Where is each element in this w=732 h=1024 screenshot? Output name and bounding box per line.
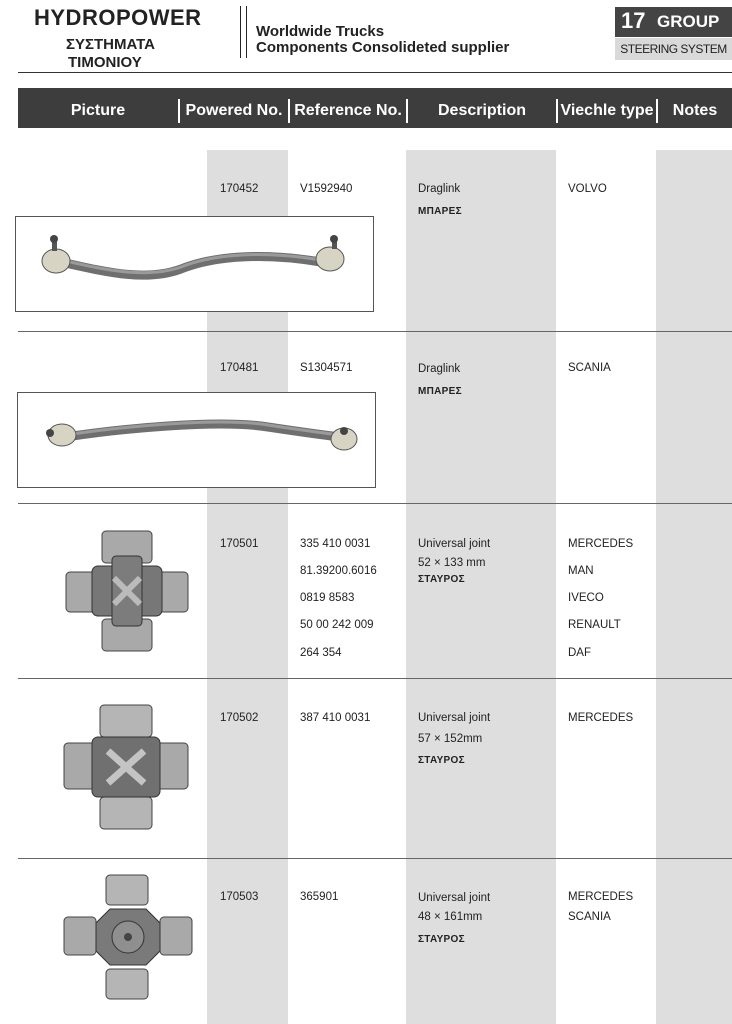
column-header-reference: Reference No. (294, 102, 402, 119)
description-greek: ΣΤΑΥΡΟΣ (418, 755, 465, 766)
notes-column-bg (656, 150, 732, 1024)
powered-number: 170501 (220, 538, 259, 550)
row-separator (18, 331, 732, 332)
reference-number: 0819 8583 (300, 592, 355, 604)
brand-subtitle-line2: ΤΙΜΟΝΙΟΥ (68, 54, 142, 71)
vehicle-type: SCANIA (568, 362, 611, 374)
vehicle-type: MAN (568, 565, 594, 577)
group-number: 17 (621, 8, 646, 33)
tagline (256, 24, 509, 56)
description-size: 48 × 161mm (418, 911, 483, 923)
column-header-notes: Notes (672, 102, 718, 119)
description-greek: ΜΠΑΡΕΣ (418, 206, 462, 217)
draglink-image (17, 392, 376, 488)
column-header-picture: Picture (70, 102, 126, 119)
description-text: Universal joint (418, 892, 491, 904)
reference-number: 365901 (300, 891, 339, 903)
vehicle-type: SCANIA (568, 911, 611, 923)
description-text: Draglink (418, 363, 461, 375)
reference-number: 81.39200.6016 (300, 565, 377, 577)
row-separator (18, 503, 732, 504)
brand-title: HYDROPOWER (34, 5, 202, 30)
column-header-vehicle: Viechle type (560, 102, 654, 119)
powered-number: 170502 (220, 712, 259, 724)
row-separator (18, 678, 732, 679)
vehicle-type: IVECO (568, 592, 604, 604)
header-divider (240, 6, 241, 58)
reference-number: V1592940 (300, 183, 353, 195)
vehicle-type: DAF (568, 647, 591, 659)
system-label: STEERING SYSTEM (615, 38, 732, 60)
reference-number: 50 00 242 009 (300, 619, 374, 631)
table-header (18, 88, 732, 128)
universal-joint-image (62, 873, 194, 1001)
description-text: Draglink (418, 183, 461, 195)
reference-number: 335 410 0031 (300, 538, 371, 550)
vehicle-type: VOLVO (568, 183, 607, 195)
universal-joint-image (62, 703, 190, 831)
reference-number: 264 354 (300, 647, 342, 659)
description-size: 52 × 133 mm (418, 557, 486, 569)
draglink-image (15, 216, 374, 312)
universal-joint-image (64, 528, 190, 654)
description-greek: ΣΤΑΥΡΟΣ (418, 934, 465, 945)
group-label: GROUP (657, 12, 720, 31)
description-text: Universal joint (418, 712, 491, 724)
vehicle-type: RENAULT (568, 619, 621, 631)
description-greek: ΜΠΑΡΕΣ (418, 386, 462, 397)
tagline-line2: Components Consolideted supplier (256, 39, 510, 56)
group-badge (615, 7, 732, 37)
description-greek: ΣΤΑΥΡΟΣ (418, 574, 465, 585)
tagline-line1: Worldwide Trucks (256, 23, 385, 40)
powered-number: 170481 (220, 362, 259, 374)
powered-number: 170503 (220, 891, 259, 903)
header-divider (246, 6, 247, 58)
description-text: Universal joint (418, 538, 491, 550)
powered-number: 170452 (220, 183, 259, 195)
column-header-description: Description (437, 102, 526, 119)
row-separator (18, 858, 732, 859)
reference-number: S1304571 (300, 362, 353, 374)
column-header-powered: Powered No. (185, 102, 283, 119)
vehicle-type: MERCEDES (568, 712, 634, 724)
header-rule (18, 72, 732, 73)
description-size: 57 × 152mm (418, 733, 483, 745)
brand-subtitle-line1: ΣΥΣΤΗΜΑΤΑ (66, 36, 155, 53)
vehicle-type: MERCEDES (568, 538, 634, 550)
reference-number: 387 410 0031 (300, 712, 371, 724)
vehicle-type: MERCEDES (568, 891, 634, 903)
